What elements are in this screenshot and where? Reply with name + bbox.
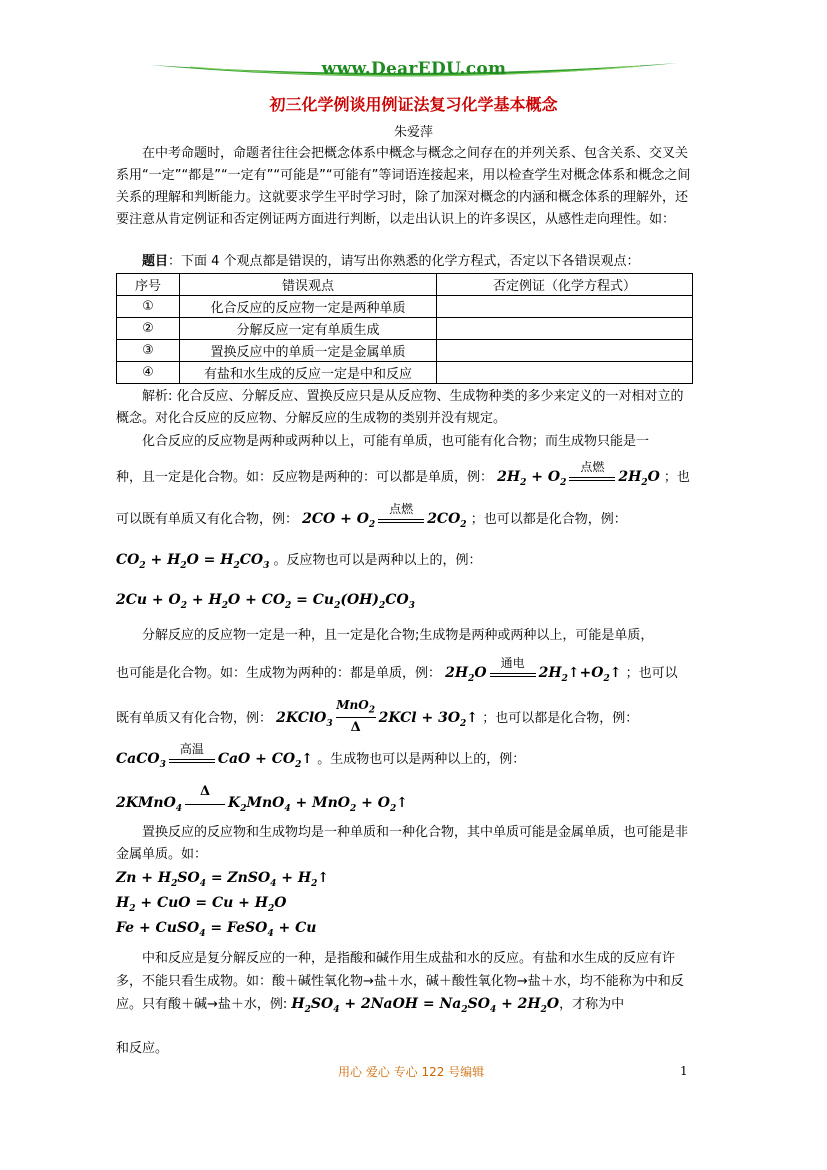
table-header-row [117,274,693,296]
equation-basic-copper-carbonate: $2Cu + O_2 + H_2O + CO_2 = Cu_2(OH)_2CO_3$ [116,592,415,611]
table-cell: ④ [117,362,180,384]
displacement-eq2 [116,895,286,914]
combination-line2 [116,460,690,488]
reaction-condition: 高温 [169,748,215,770]
equation-kmno4: 2KMnO$_4$ Δ $K_2MnO_4 + MnO_2$ + $O_2↑$ [116,795,408,811]
table-cell: ② [117,318,180,340]
combination-line4 [116,549,482,571]
displacement-eq1 [116,870,329,889]
line-text: 也可能是化合物。如：生成物为两种的：都是单质，例： [116,666,442,681]
equation-co-o2: $2CO + O_2$ 点燃 $2CO_2$ [302,502,467,530]
line-text: 。生成物也可以是两种以上的，例： [317,752,526,767]
displacement-paragraph: 置换反应的反应物和生成物均是一种单质和一种化合物，其中单质可能是金属单质，也可能是非金属单质。如： [116,825,689,862]
table-row [117,362,693,384]
reaction-condition: 点燃 [378,508,424,530]
line-text: ，才称为中 [559,997,625,1012]
displacement-eq3 [116,920,316,939]
table-cell: 分解反应一定有单质生成 [180,318,437,340]
decomposition-line3 [116,698,638,738]
line-text: 。反应物也可以是两种以上的，例： [273,553,482,568]
equation-h2-cuo: $H_2$ + CuO = $Cu + H_2O$ [116,895,287,914]
decomposition-paragraph-line1: 分解反应的反应物一定是一种，且一定是化合物;生成物是两种或两种以上，可能是单质， [142,628,654,643]
line-text: 种，且一定是化合物。如：反应物是两种的：可以都是单质，例： [116,470,494,485]
combination-line3 [116,502,627,530]
table-cell-answer [437,296,693,318]
document-author: 朱爱萍 [393,125,433,140]
neutralization-last-line: 和反应。 [116,1041,169,1056]
combination-line5 [116,592,415,611]
reaction-condition: 点燃 [569,466,615,488]
equation-caco3: CaCO$_3$ 高温 CaO + $CO_2↑$ [116,742,314,770]
line-text: 中和反应是复分解反应的一种，是指酸和碱作用生成盐和水的反应。有盐和水生成的反应有许多，不能只看生成物。如：酸＋碱性氧化物→盐＋水，碱＋酸性氧化物→盐＋水，均不能称为中和反应。只有酸＋碱→盐＋水，例: [116,951,684,1012]
neutralization-paragraph [116,947,694,1022]
table-cell-answer [437,340,693,362]
equation-h2-o2: $2H_2 + O_2$ 点燃 $2H_2O$ [497,460,660,488]
errors-table [116,273,693,384]
equation-kclo3: 2KClO$_3$ $\frac{MnO_2}{\Delta}$ $2KCl + 3O_2↑$ [276,710,478,726]
site-banner [150,55,678,89]
line-text: 既有单质又有化合物，例： [116,711,273,726]
table-row [117,296,693,318]
question-label: 题目 [142,254,169,269]
decomposition-line4 [116,742,526,770]
table-cell: 化合反应的反应物一定是两种单质 [180,296,437,318]
table-cell-answer [437,318,693,340]
page-number: 1 [680,1064,688,1078]
decomposition-line2 [116,656,678,684]
line-text: ；也 [663,470,690,485]
document-title: 初三化学例谈用例证法复习化学基本概念 [269,95,558,114]
reaction-condition: 通电 [490,662,536,684]
table-header-cell: 错误观点 [180,274,437,296]
decomposition-line5 [116,784,408,816]
table-cell: 置换反应中的单质一定是金属单质 [180,340,437,362]
question-paragraph [116,251,694,273]
line-text: 可以既有单质又有化合物，例： [116,512,299,527]
question-text: ：下面 4 个观点都是错误的，请写出你熟悉的化学方程式，否定以下各错误观点： [168,254,640,269]
site-url[interactable]: www.DearEDU.com [321,59,507,79]
line-text: ；也可以都是化合物，例： [470,512,627,527]
table-cell: 有盐和水生成的反应一定是中和反应 [180,362,437,384]
line-text: ；也可以都是化合物，例： [482,711,639,726]
reaction-condition: $\frac{MnO_2}{\Delta}$ [336,698,375,735]
table-cell: ① [117,296,180,318]
footer-text: 用心 爱心 专心 122 号编辑 [338,1065,485,1079]
equation-fe-cuso4: Fe + CuSO$_4$ = FeSO$_4$ + Cu [116,920,317,939]
intro-paragraph: 在中考命题时，命题者往往会把概念体系中概念与概念之间存在的并列关系、包含关系、交叉关系用“一定”“都是”“一定有”“可能是”“可能有”等词语连接起来，用以检查学生对概念体系和概念之间关系的理解和判断能力。这就要求学生平时学习时，除了加深对概念的内涵和概念体系的理解外，还要注意从肯定例证和否定例证两方面进行判断，以走出认识上的许多误区，从感性走向理性。如： [116,146,691,227]
analysis-paragraph: 解析: 化合反应、分解反应、置换反应只是从反应物、生成物种类的多少来定义的一对相对立的概念。对化合反应的反应物、分解反应的生成物的类别并没有规定。 [116,389,684,426]
equation-electrolysis-water: $2H_2O$ 通电 $2H_2↑+O_2↑$ [445,656,622,684]
line-text: ；也可以 [625,666,678,681]
equation-co2-h2o: $CO_2 + H_2O = H_2CO_3$ [116,552,270,571]
table-row [117,318,693,340]
equation-zn-h2so4: $Zn + H_2SO_4$ = ZnSO$_4$ + $H_2↑$ [116,870,330,889]
table-header-cell: 否定例证（化学方程式） [437,274,693,296]
combination-paragraph-line1: 化合反应的反应物是两种或两种以上，可能有单质，也可能有化合物；而生成物只能是一 [142,434,650,449]
equation-h2so4-naoh: $H_2SO_4$ + 2NaOH = $Na_2SO_4 + 2H_2O$ [291,996,560,1015]
table-row [117,340,693,362]
table-cell-answer [437,362,693,384]
table-header-cell: 序号 [117,274,180,296]
reaction-condition: Δ [185,790,225,816]
table-cell: ③ [117,340,180,362]
